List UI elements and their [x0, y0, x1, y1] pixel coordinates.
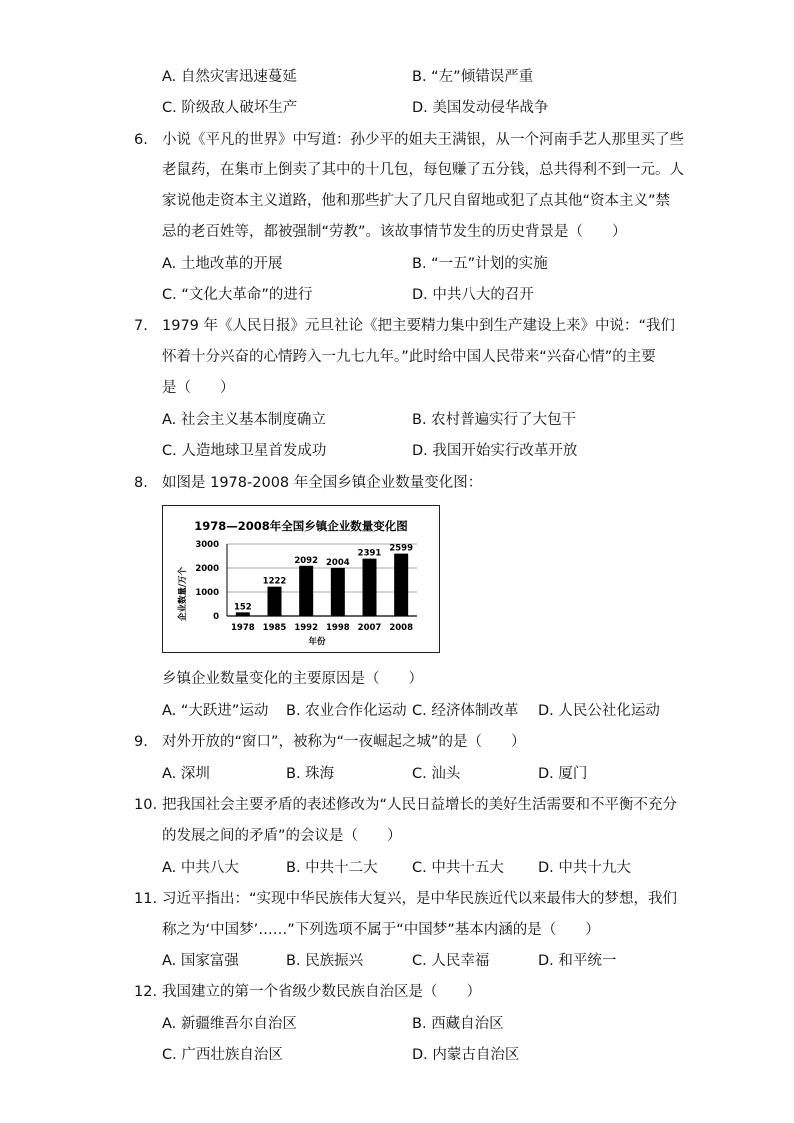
q6-line-3: 家说他走资本主义道路，他和那些扩大了几尺自留地或犯了点其他“资本主义”禁: [162, 193, 671, 209]
q9-option-a: A. 深圳: [162, 766, 210, 782]
q8-option-d: D. 人民公社化运动: [538, 703, 660, 719]
prev-option-a: A. 自然灾害迅速蔓延: [162, 69, 297, 85]
prev-option-c: C. 阶级敌人破坏生产: [162, 100, 298, 116]
q7-option-b: B. 农村普遍实行了大包干: [412, 412, 577, 428]
chart-data-label-2007: 2391: [357, 548, 382, 559]
chart-bar-2008: [394, 554, 408, 616]
q8-option-b: B. 农业合作化运动: [286, 703, 407, 719]
q10-option-b: B. 中共十二大: [286, 860, 378, 876]
chart-gridlines: [227, 544, 417, 616]
q8-option-a: A. “大跃进”运动: [162, 703, 269, 719]
q6-option-a: A. 土地改革的开展: [162, 256, 283, 272]
q11-option-b: B. 民族振兴: [286, 953, 364, 969]
q7-line-2: 怀着十分兴奋的心情跨入一九七九年。”此时给中国人民带来“兴奋心情”的主要: [162, 349, 656, 365]
prev-option-d: D. 美国发动侵华战争: [412, 100, 549, 116]
q6-line-4: 忌的老百姓等，都被强制“劳教”。该故事情节发生的历史背景是（ ）: [162, 224, 627, 240]
q12-number: 12.: [134, 984, 158, 1000]
q12-option-a: A. 新疆维吾尔自治区: [162, 1016, 297, 1032]
chart-x-tick-label-1978: 1978: [230, 623, 255, 633]
q10-option-d: D. 中共十九大: [538, 860, 631, 876]
q7-line-1: 1979 年《人民日报》元旦社论《把主要精力集中到生产建设上来》中说：“我们: [162, 318, 676, 334]
q9-option-c: C. 汕头: [412, 766, 461, 782]
chart-y-axis-label: 企业数量/万个: [178, 566, 188, 622]
chart-data-labels: [234, 544, 413, 613]
q12-option-c: C. 广西壮族自治区: [162, 1047, 283, 1063]
q7-option-c: C. 人造地球卫星首发成功: [162, 443, 327, 459]
q10-option-a: A. 中共八大: [162, 860, 239, 876]
q9-line: 对外开放的“窗口”，被称为“一夜崛起之城”的是（ ）: [162, 734, 526, 750]
q11-option-c: C. 人民幸福: [412, 953, 490, 969]
chart-x-axis-label: 年份: [308, 637, 326, 647]
q8-question: 乡镇企业数量变化的主要原因是（ ）: [162, 671, 423, 687]
q11-line-2: 称之为‘中国梦’……”下列选项不属于“中国梦”基本内涵的是（ ）: [162, 922, 600, 938]
q11-option-d: D. 和平统一: [538, 953, 617, 969]
township-enterprise-chart: [162, 505, 440, 653]
q12-option-d: D. 内蒙古自治区: [412, 1047, 520, 1063]
q6-option-b: B. “一五”计划的实施: [412, 256, 548, 272]
q10-line-1: 把我国社会主要矛盾的表述修改为“人民日益增长的美好生活需要和不平衡不充分: [162, 797, 678, 813]
chart-x-tick-label-1992: 1992: [294, 623, 319, 633]
q7-option-d: D. 我国开始实行改革开放: [412, 443, 578, 459]
q9-option-b: B. 珠海: [286, 766, 335, 782]
q12-line: 我国建立的第一个省级少数民族自治区是（ ）: [162, 984, 481, 1000]
chart-bar-2007: [363, 559, 377, 616]
chart-data-label-1992: 2092: [294, 555, 319, 566]
chart-bar-1985: [268, 587, 282, 616]
chart-y-tick-labels: [195, 540, 219, 622]
q7-number: 7.: [134, 318, 148, 334]
q7-option-a: A. 社会主义基本制度确立: [162, 412, 326, 428]
chart-bar-1998: [331, 568, 345, 616]
q11-line-1: 习近平指出：“实现中华民族伟大复兴，是中华民族近代以来最伟大的梦想，我们: [162, 891, 678, 907]
chart-bar-1992: [299, 566, 313, 616]
q11-number: 11.: [134, 891, 158, 907]
q8-number: 8.: [134, 475, 148, 491]
q10-option-c: C. 中共十五大: [412, 860, 504, 876]
chart-x-tick-label-2007: 2007: [357, 623, 382, 633]
chart-y-tick-label: 0: [213, 612, 219, 622]
chart-y-tick-label: 2000: [195, 564, 219, 574]
chart-data-label-1998: 2004: [325, 557, 350, 568]
chart-x-tick-label-1998: 1998: [325, 623, 350, 633]
q8-option-c: C. 经济体制改革: [412, 703, 519, 719]
q7-line-3: 是（ ）: [162, 380, 235, 396]
q6-line-1: 小说《平凡的世界》中写道：孙少平的姐夫王满银，从一个河南手艺人那里买了些: [162, 132, 684, 148]
bar-chart-svg: [163, 506, 439, 652]
q6-option-d: D. 中共八大的召开: [412, 287, 534, 303]
q12-option-b: B. 西藏自治区: [412, 1016, 504, 1032]
chart-x-tick-label-2008: 2008: [389, 623, 414, 633]
q9-option-d: D. 厦门: [538, 766, 588, 782]
q10-number: 10.: [134, 797, 158, 813]
chart-y-tick-label: 3000: [195, 540, 219, 550]
q6-line-2: 老鼠药，在集市上倒卖了其中的十几包，每包赚了五分钱，总共得利不到一元。人: [162, 162, 684, 178]
chart-data-label-1985: 1222: [262, 576, 287, 587]
q10-line-2: 的发展之间的矛盾”的会议是（ ）: [162, 828, 402, 844]
q11-option-a: A. 国家富强: [162, 953, 239, 969]
chart-title: 1978—2008年全国乡镇企业数量变化图: [194, 519, 408, 533]
prev-option-b: B. “左”倾错误严重: [412, 69, 534, 85]
chart-x-tick-label-1985: 1985: [262, 623, 287, 633]
q6-number: 6.: [134, 132, 148, 148]
q6-option-c: C. “文化大革命”的进行: [162, 287, 313, 303]
chart-y-tick-label: 1000: [195, 588, 219, 598]
q9-number: 9.: [134, 734, 148, 750]
q8-intro: 如图是 1978-2008 年全国乡镇企业数量变化图：: [162, 475, 483, 491]
chart-x-tick-labels: [231, 623, 413, 633]
chart-data-label-2008: 2599: [389, 543, 414, 554]
chart-data-label-1978: 152: [233, 602, 252, 613]
chart-bar-1978: [236, 612, 250, 616]
